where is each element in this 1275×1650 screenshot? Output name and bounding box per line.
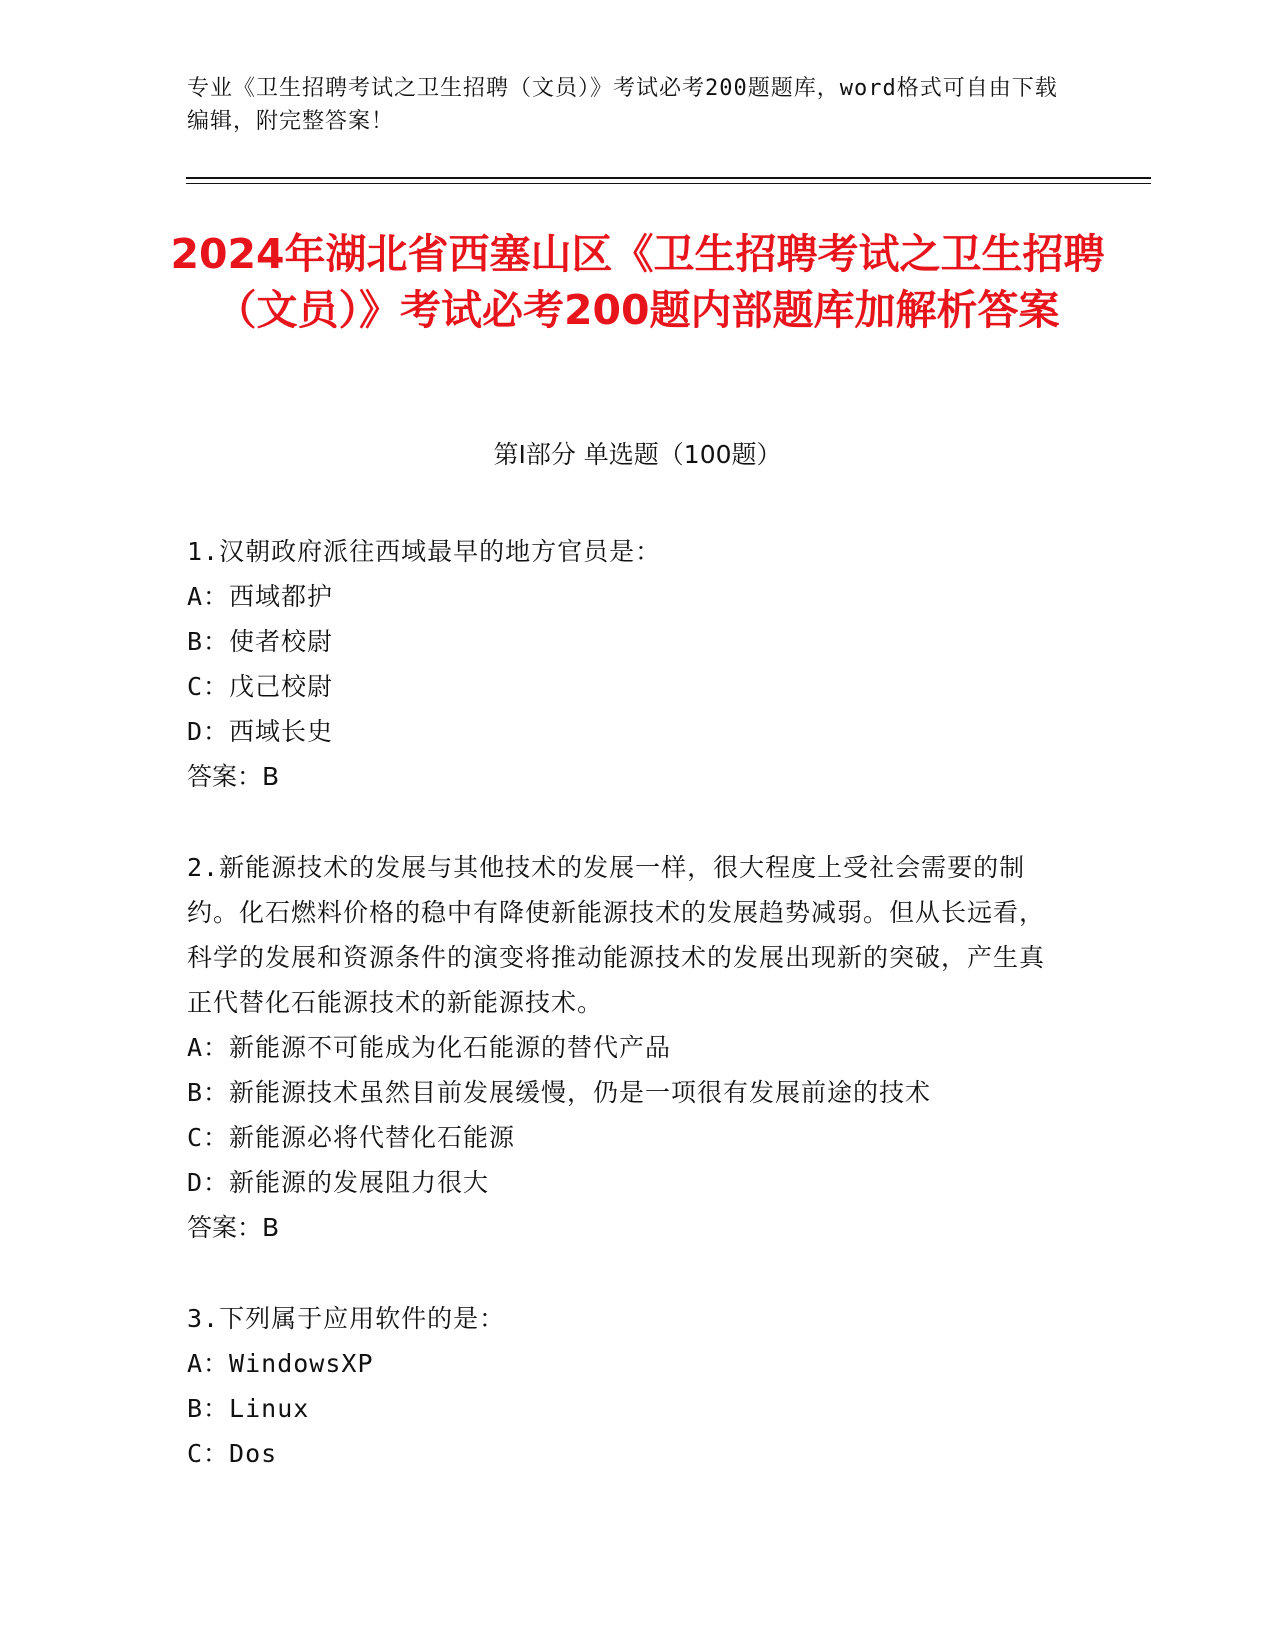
section-heading: 第Ⅰ部分 单选题（100题）	[493, 440, 782, 469]
question-stem: 1.汉朝政府派往西域最早的地方官员是：	[187, 537, 662, 566]
question-list	[187, 529, 1067, 1522]
question-3	[187, 1296, 1067, 1476]
header-divider-thick	[186, 177, 1151, 179]
option-c: C：戊己校尉	[187, 672, 334, 701]
answer-line: 答案：B	[187, 762, 280, 791]
option-b: B：Linux	[187, 1394, 310, 1423]
document-header-intro: 专业《卫生招聘考试之卫生招聘（文员）》考试必考200题题库，word格式可自由下载编辑，附完整答案！	[187, 76, 1058, 134]
option-c: C：新能源必将代替化石能源	[187, 1123, 516, 1152]
option-a: A：新能源不可能成为化石能源的替代产品	[187, 1033, 672, 1062]
option-d: D：西域长史	[187, 717, 334, 746]
question-stem: 3.下列属于应用软件的是：	[187, 1304, 506, 1333]
option-a: A：WindowsXP	[187, 1349, 374, 1378]
question-1	[187, 529, 1067, 799]
option-b: B：使者校尉	[187, 627, 334, 656]
header-divider-thin	[186, 183, 1151, 184]
option-d: D：新能源的发展阻力很大	[187, 1168, 490, 1197]
option-a: A：西域都护	[187, 582, 334, 611]
question-2	[187, 845, 1067, 1250]
document-title: 2024年湖北省西塞山区《卫生招聘考试之卫生招聘（文员）》考试必考200题内部题库加解析答案	[170, 230, 1105, 334]
option-c: C：Dos	[187, 1439, 278, 1468]
answer-line: 答案：B	[187, 1213, 280, 1242]
option-b: B：新能源技术虽然目前发展缓慢，仍是一项很有发展前途的技术	[187, 1078, 932, 1107]
question-stem: 2.新能源技术的发展与其他技术的发展一样，很大程度上受社会需要的制约。化石燃料价格的稳中有降使新能源技术的发展趋势减弱。但从长远看，科学的发展和资源条件的演变将推动能源技术的发展出现新的突破，产生真正代替化石能源技术的新能源技术。	[187, 853, 1046, 1017]
